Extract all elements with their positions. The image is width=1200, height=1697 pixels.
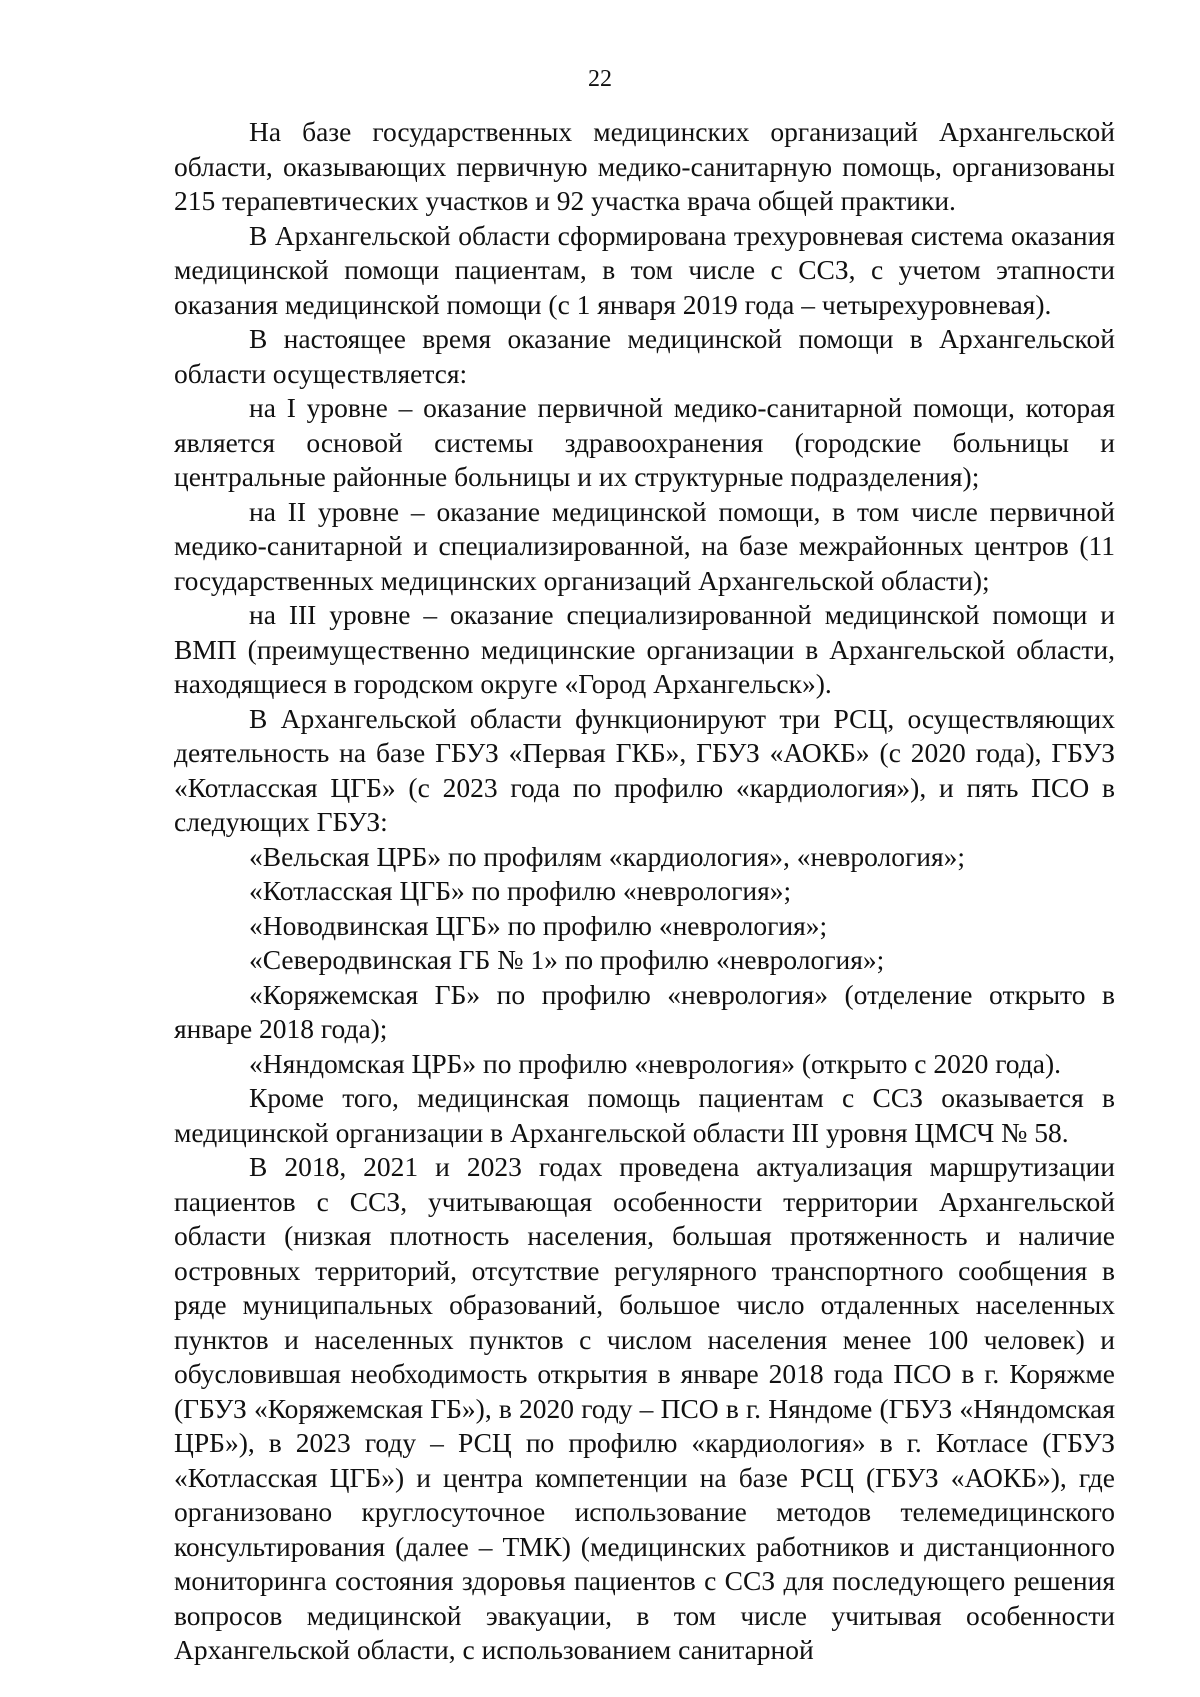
paragraph: Кроме того, медицинская помощь пациентам с ССЗ оказывается в медицинской организации в Архангельской области III уровня ЦМСЧ № 58.	[174, 1082, 1115, 1148]
list-item-pso: «Северодвинская ГБ № 1» по профилю «неврология»;	[249, 944, 885, 975]
list-item-level-3: на III уровне – оказание специализированной медицинской помощи и ВМП (преимущественно медицинские организации в Архангельской области, находящиеся в городском округе «Город Архангельск»).	[174, 599, 1115, 699]
paragraph: В 2018, 2021 и 2023 годах проведена актуализация маршрутизации пациентов с ССЗ, учитывающая особенности территории Архангельской области (низкая плотность населения, большая протяженность и наличие островных территорий, отсутствие регулярного транспортного сообщения в ряде муниципальных образований, большое число отдаленных населенных пунктов и населенных пунктов с числом населения менее 100 человек) и обусловившая необходимость открытия в январе 2018 года ПСО в г. Коряжме (ГБУЗ «Коряжемская ГБ»), в 2020 году – ПСО в г. Няндоме (ГБУЗ «Няндомская ЦРБ»), в 2023 году – РСЦ по профилю «кардиология» в г. Котласе (ГБУЗ «Котласская ЦГБ») и центра компетенции на базе РСЦ (ГБУЗ «АОКБ»), где организовано круглосуточное использование методов телемедицинского консультирования (далее – ТМК) (медицинских работников и дистанционного мониторинга состояния здоровья пациентов с ССЗ для последующего решения вопросов медицинской эвакуации, в том числе учитывая особенности Архангельской области, с использованием санитарной	[174, 1151, 1115, 1665]
list-item-level-1: на I уровне – оказание первичной медико-санитарной помощи, которая является основой системы здравоохранения (городские больницы и центральные районные больницы и их структурные подразделения);	[174, 392, 1115, 492]
paragraph: В настоящее время оказание медицинской помощи в Архангельской области осуществляется:	[174, 323, 1115, 389]
document-body	[174, 115, 1115, 1668]
list-item-pso: «Вельская ЦРБ» по профилям «кардиология», «неврология»;	[249, 840, 966, 872]
list-item-level-2: на II уровне – оказание медицинской помощи, в том числе первичной медико-санитарной и специализированной, на базе межрайонных центров (11 государственных медицинских организаций Архангельской области);	[174, 495, 1115, 596]
list-item-pso: «Няндомская ЦРБ» по профилю «неврология» (открыто с 2020 года).	[249, 1047, 1061, 1079]
list-item-pso: «Коряжемская ГБ» по профилю «неврология» (отделение открыто в январе 2018 года);	[174, 978, 1115, 1044]
list-item-pso: «Котласская ЦГБ» по профилю «неврология»;	[249, 875, 792, 906]
list-item-pso: «Новодвинская ЦГБ» по профилю «неврология»;	[249, 909, 828, 941]
page-number: 22	[588, 66, 612, 92]
paragraph: На базе государственных медицинских организаций Архангельской области, оказывающих первичную медико-санитарную помощь, организованы 215 терапевтических участков и 92 участка врача общей практики.	[174, 116, 1115, 216]
paragraph: В Архангельской области функционируют три РСЦ, осуществляющих деятельность на базе ГБУЗ «Первая ГКБ», ГБУЗ «АОКБ» (с 2020 года), ГБУЗ «Котласская ЦГБ» (с 2023 года по профилю «кардиология»), и пять ПСО в следующих ГБУЗ:	[174, 702, 1115, 837]
paragraph: В Архангельской области сформирована трехуровневая система оказания медицинской помощи пациентам, в том числе с ССЗ, с учетом этапности оказания медицинской помощи (с 1 января 2019 года – четырехуровневая).	[174, 219, 1115, 320]
